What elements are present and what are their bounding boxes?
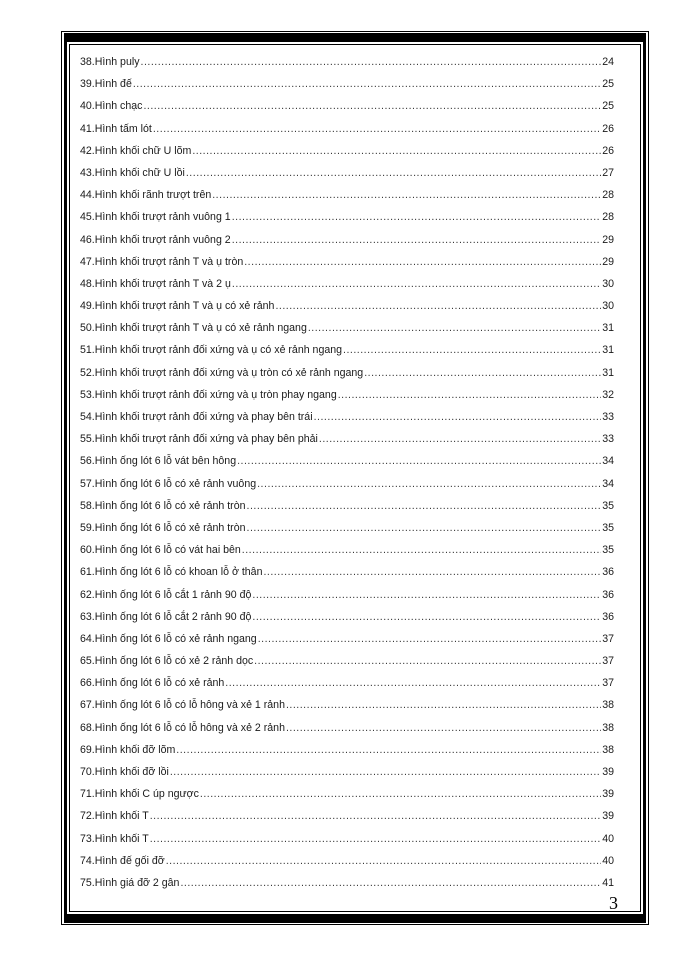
toc-entry-page: 35 — [602, 521, 614, 534]
toc-entry-title: Hình ống lót 6 lỗ có xẻ rảnh — [94, 677, 225, 690]
toc-entry-title: Hình khối trượt rảnh T và ụ tròn — [94, 255, 244, 268]
toc-entry-number: 59. — [80, 521, 95, 534]
toc-entry-page: 41 — [602, 876, 614, 889]
toc-entry-page: 38 — [602, 743, 614, 756]
dot-leader — [153, 118, 601, 140]
toc-entry-page: 35 — [602, 499, 614, 512]
toc-entry[interactable] — [80, 495, 614, 517]
toc-entry-title: Hình khối trượt rảnh đối xứng và ụ tròn phay ngang — [94, 388, 337, 401]
dot-leader — [232, 273, 601, 295]
toc-entry-page: 38 — [602, 721, 614, 734]
toc-entry-title: Hình đế gối đỡ — [94, 854, 165, 867]
toc-entry-number: 53. — [80, 388, 95, 401]
toc-entry-page: 40 — [602, 854, 614, 867]
dot-leader — [244, 251, 601, 273]
toc-entry[interactable] — [80, 184, 614, 206]
toc-entry-number: 65. — [80, 655, 95, 668]
toc-entry[interactable] — [80, 717, 614, 739]
dot-leader — [237, 450, 601, 472]
toc-entry[interactable] — [80, 384, 614, 406]
toc-entry[interactable] — [80, 584, 614, 606]
dot-leader — [247, 495, 602, 517]
toc-entry-title: Hình khối trượt rảnh đối xứng và phay bên trái — [94, 411, 313, 423]
dot-leader — [258, 628, 601, 650]
toc-entry-number: 61. — [80, 566, 95, 579]
toc-entry[interactable] — [80, 162, 614, 184]
toc-entry-title: Hình chạc — [94, 100, 143, 113]
dot-leader — [150, 805, 601, 827]
dot-leader — [286, 694, 601, 716]
dot-leader — [170, 761, 601, 783]
toc-entry[interactable] — [80, 561, 614, 583]
toc-entry[interactable] — [80, 140, 614, 162]
dot-leader — [133, 73, 601, 95]
toc-entry[interactable] — [80, 473, 614, 495]
dot-leader — [143, 95, 601, 117]
toc-entry-number: 74. — [80, 854, 95, 867]
toc-entry-page: 36 — [602, 566, 614, 579]
dot-leader — [200, 783, 601, 805]
toc-entry-title: Hình ống lót 6 lỗ có lỗ hông và xẻ 1 rảnh — [94, 699, 285, 712]
toc-entry-page: 32 — [602, 388, 614, 401]
toc-entry-title: Hình khối C úp ngược — [94, 788, 199, 801]
toc-entry-title: Hình khối trượt rảnh vuông 2 — [94, 233, 231, 246]
toc-entry-page: 24 — [602, 56, 614, 68]
dot-leader — [176, 739, 601, 761]
dot-leader — [275, 295, 601, 317]
toc-entry[interactable] — [80, 273, 614, 295]
toc-entry-title: Hình khối T — [94, 810, 149, 823]
toc-entry[interactable] — [80, 850, 614, 872]
toc-entry-page: 33 — [602, 433, 614, 446]
toc-entry[interactable] — [80, 73, 614, 95]
toc-entry-page: 30 — [602, 277, 614, 290]
toc-entry-number: 44. — [80, 189, 95, 202]
toc-entry[interactable] — [80, 51, 614, 73]
page-number: 3 — [609, 893, 618, 913]
toc-entry[interactable] — [80, 206, 614, 228]
toc-entry-number: 63. — [80, 610, 95, 623]
toc-entry[interactable] — [80, 761, 614, 783]
toc-entry-title: Hình ống lót 6 lỗ vát bên hông — [94, 455, 237, 468]
toc-entry-title: Hình khối trượt rảnh đối xứng và phay bên phải — [94, 433, 318, 446]
toc-entry-title: Hình puly — [94, 56, 140, 68]
toc-entry-page: 29 — [602, 255, 614, 268]
toc-entry[interactable] — [80, 295, 614, 317]
toc-entry-title: Hình khối trượt rảnh đối xứng và ụ tròn có xẻ rảnh ngang — [94, 366, 364, 379]
toc-entry-page: 29 — [602, 233, 614, 246]
dot-leader — [319, 428, 601, 450]
toc-entry-number: 47. — [80, 255, 95, 268]
dot-leader — [252, 606, 601, 628]
dot-leader — [141, 51, 602, 73]
dot-leader — [314, 406, 601, 428]
toc-entry[interactable] — [80, 406, 614, 428]
toc-entry-title: Hình khối chữ U lõm — [94, 144, 192, 157]
dot-leader — [257, 473, 601, 495]
toc-entry-title: Hình ống lót 6 lỗ có lỗ hông và xẻ 2 rảnh — [94, 721, 285, 734]
toc-entry-page: 26 — [602, 144, 614, 157]
toc-entry-page: 31 — [602, 366, 614, 379]
toc-entry-title: Hình đế — [94, 78, 132, 91]
toc-entry-page: 31 — [602, 322, 614, 335]
toc-entry[interactable] — [80, 739, 614, 761]
toc-entry[interactable] — [80, 517, 614, 539]
toc-entry-page: 30 — [602, 300, 614, 313]
toc-entry[interactable] — [80, 118, 614, 140]
toc-entry-number: 73. — [80, 832, 95, 845]
toc-entry-page: 25 — [602, 100, 614, 113]
toc-entry-title: Hình khối trượt rảnh vuông 1 — [94, 211, 231, 224]
toc-entry-title: Hình ống lót 6 lỗ cắt 1 rảnh 90 độ — [94, 588, 252, 601]
toc-entry-title: Hình ống lót 6 lỗ có xẻ 2 rảnh dọc — [94, 655, 254, 668]
toc-entry-number: 51. — [80, 344, 95, 357]
toc-entry[interactable] — [80, 694, 614, 716]
toc-entry-title: Hình ống lót 6 lỗ cắt 2 rảnh 90 độ — [94, 610, 252, 623]
dot-leader — [254, 650, 601, 672]
toc-entry[interactable] — [80, 650, 614, 672]
dot-leader — [242, 539, 601, 561]
toc-entry[interactable] — [80, 450, 614, 472]
toc-entry-number: 68. — [80, 721, 95, 734]
toc-entry-title: Hình khối đỡ lồi — [94, 766, 169, 778]
toc-entry-title: Hình khối đỡ lõm — [94, 743, 176, 756]
toc-entry-number: 38. — [80, 56, 95, 68]
toc-entry[interactable] — [80, 672, 614, 694]
toc-entry-number: 39. — [80, 78, 95, 91]
toc-entry-number: 58. — [80, 499, 95, 512]
toc-entry-number: 46. — [80, 233, 95, 246]
toc-entry[interactable] — [80, 783, 614, 805]
toc-entry[interactable] — [80, 828, 614, 850]
dot-leader — [232, 229, 601, 251]
toc-entry-page: 27 — [602, 166, 614, 179]
dot-leader — [150, 828, 601, 850]
dot-leader — [186, 162, 601, 184]
toc-entry[interactable] — [80, 95, 614, 117]
toc-entry-title: Hình ống lót 6 lỗ có khoan lỗ ở thân — [94, 566, 263, 579]
toc-entry-number: 41. — [80, 122, 95, 135]
toc-entry-number: 48. — [80, 277, 95, 290]
toc-entry-number: 70. — [80, 766, 95, 778]
toc-entry-title: Hình ống lót 6 lỗ có vát hai bên — [94, 544, 241, 557]
toc-entry-page: 39 — [602, 766, 614, 778]
toc-entry-page: 37 — [602, 655, 614, 668]
toc-entry-title: Hình ống lót 6 lỗ có xẻ rảnh tròn — [94, 499, 246, 512]
dot-leader — [180, 872, 601, 894]
toc-entry-title: Hình khối chữ U lồi — [94, 166, 185, 179]
toc-entry-number: 54. — [80, 411, 95, 423]
dot-leader — [192, 140, 601, 162]
toc-entry[interactable] — [80, 229, 614, 251]
toc-entry-title: Hình giá đỡ 2 gân — [94, 876, 180, 889]
toc-entry-title: Hình khối trượt rảnh T và ụ có xẻ rảnh — [94, 300, 275, 313]
dot-leader — [308, 317, 601, 339]
toc-entry-page: 34 — [602, 455, 614, 468]
toc-entry[interactable] — [80, 805, 614, 827]
toc-entry-number: 66. — [80, 677, 95, 690]
toc-entry-title: Hình ống lót 6 lỗ có xẻ rảnh tròn — [94, 521, 246, 534]
toc-entry-page: 28 — [602, 189, 614, 202]
toc-entry-number: 72. — [80, 810, 95, 823]
toc-entry-number: 42. — [80, 144, 95, 157]
dot-leader — [364, 362, 601, 384]
toc-entry-number: 55. — [80, 433, 95, 446]
toc-entry[interactable] — [80, 339, 614, 361]
dot-leader — [338, 384, 601, 406]
dot-leader — [232, 206, 601, 228]
toc-entry-page: 25 — [602, 78, 614, 91]
table-of-figures — [80, 51, 614, 894]
toc-entry-page: 28 — [602, 211, 614, 224]
toc-entry-page: 31 — [602, 344, 614, 357]
toc-entry-page: 39 — [602, 810, 614, 823]
dot-leader — [247, 517, 602, 539]
toc-entry-number: 75. — [80, 876, 95, 889]
toc-entry-page: 36 — [602, 610, 614, 623]
toc-entry-page: 40 — [602, 832, 614, 845]
toc-entry[interactable] — [80, 428, 614, 450]
toc-entry-page: 36 — [602, 588, 614, 601]
toc-entry[interactable] — [80, 872, 614, 894]
toc-entry-title: Hình khối trượt rảnh đối xứng và ụ có xẻ rảnh ngang — [94, 344, 343, 357]
toc-entry-number: 71. — [80, 788, 95, 801]
toc-entry-page: 37 — [602, 632, 614, 645]
toc-entry-page: 33 — [602, 411, 614, 423]
toc-entry-number: 52. — [80, 366, 95, 379]
toc-entry[interactable] — [80, 251, 614, 273]
toc-entry-number: 62. — [80, 588, 95, 601]
toc-entry-title: Hình khối trượt rảnh T và ụ có xẻ rảnh ngang — [94, 322, 307, 335]
toc-entry[interactable] — [80, 539, 614, 561]
toc-entry-number: 69. — [80, 743, 95, 756]
toc-entry-number: 50. — [80, 322, 95, 335]
toc-entry[interactable] — [80, 606, 614, 628]
toc-entry-page: 26 — [602, 122, 614, 135]
toc-entry[interactable] — [80, 317, 614, 339]
toc-entry-number: 45. — [80, 211, 95, 224]
toc-entry-number: 60. — [80, 544, 95, 557]
toc-entry-page: 37 — [602, 677, 614, 690]
toc-entry-number: 56. — [80, 455, 95, 468]
toc-entry-title: Hình ống lót 6 lỗ có xẻ rảnh vuông — [94, 477, 257, 490]
toc-entry-number: 49. — [80, 300, 95, 313]
toc-entry[interactable] — [80, 362, 614, 384]
toc-entry-number: 40. — [80, 100, 95, 113]
dot-leader — [286, 717, 601, 739]
toc-entry-page: 34 — [602, 477, 614, 490]
dot-leader — [212, 184, 601, 206]
toc-entry-number: 67. — [80, 699, 95, 712]
toc-entry-page: 35 — [602, 544, 614, 557]
toc-entry-title: Hình tấm lót — [94, 122, 152, 135]
toc-entry-number: 57. — [80, 477, 95, 490]
toc-entry-number: 43. — [80, 166, 95, 179]
dot-leader — [166, 850, 601, 872]
toc-entry-page: 38 — [602, 699, 614, 712]
toc-entry-title: Hình khối T — [94, 832, 149, 845]
dot-leader — [252, 584, 601, 606]
toc-entry-title: Hình khối trượt rảnh T và 2 ụ — [94, 277, 231, 290]
toc-entry-title: Hình ống lót 6 lỗ có xẻ rảnh ngang — [94, 632, 257, 645]
toc-entry-title: Hình khối rãnh trượt trên — [94, 189, 212, 202]
toc-entry-number: 64. — [80, 632, 95, 645]
dot-leader — [263, 561, 601, 583]
toc-entry-page: 39 — [602, 788, 614, 801]
toc-entry[interactable] — [80, 628, 614, 650]
dot-leader — [225, 672, 601, 694]
dot-leader — [343, 339, 601, 361]
